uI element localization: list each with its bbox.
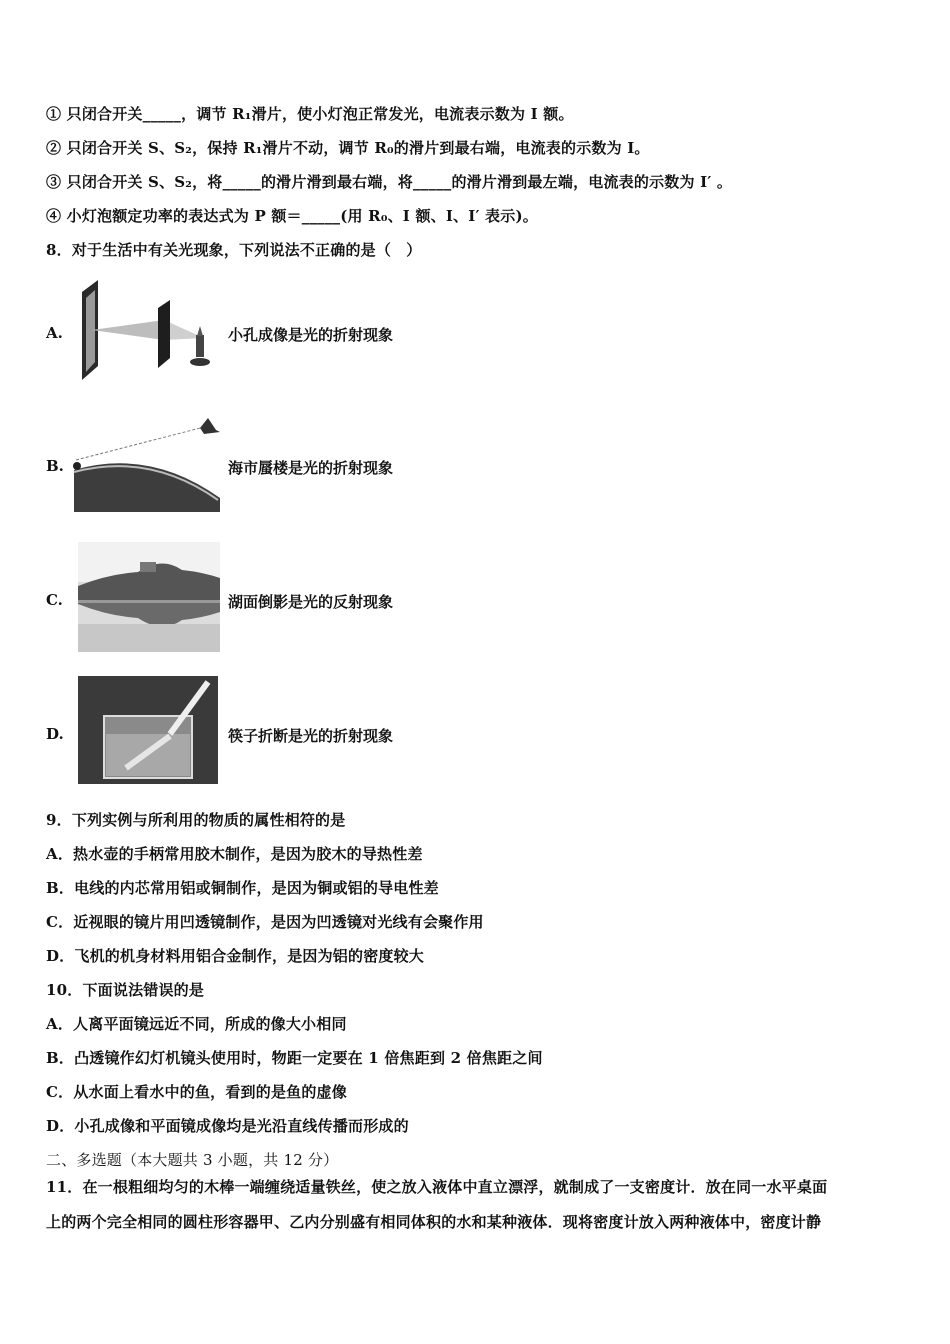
q9-option-a: A．热水壶的手柄常用胶木制作，是因为胶木的导热性差 [46,845,423,863]
q8-option-b-text: 海市蜃楼是光的折射现象 [228,459,394,477]
bent-chopstick-image [78,676,218,784]
question-9-stem: 9．下列实例与所利用的物质的属性相符的是 [46,811,346,829]
question-8-stem: 8．对于生活中有关光现象，下列说法不正确的是（ ） [46,241,422,259]
q10-option-a: A．人离平面镜远近不同，所成的像大小相同 [46,1015,347,1033]
step-3: ③ 只闭合开关 S、S₂，将_____的滑片滑到最右端，将_____的滑片滑到最左端，电流表的示数为 I′ 。 [46,173,733,191]
step-4: ④ 小灯泡额定功率的表达式为 P 额＝_____(用 R₀、I 额、I、I′ 表示)。 [46,207,538,225]
step-1: ① 只闭合开关_____，调节 R₁滑片，使小灯泡正常发光，电流表示数为 I 额。 [46,105,574,123]
q9-option-c: C．近视眼的镜片用凹透镜制作，是因为凹透镜对光线有会聚作用 [46,913,484,931]
q9-option-b: B．电线的内芯常用铝或铜制作，是因为铜或铝的导电性差 [46,879,439,897]
q11-line-1: 11．在一根粗细均匀的木棒一端缠绕适量铁丝，使之放入液体中直立漂浮，就制成了一支密度计．放在同一水平桌面 [46,1178,828,1196]
lake-reflection-image [78,542,220,652]
section-2-heading: 二、多选题（本大题共 3 小题，共 12 分） [46,1151,339,1169]
q8-option-c-letter: C. [46,591,63,609]
q10-option-b: B．凸透镜作幻灯机镜头使用时，物距一定要在 1 倍焦距到 2 倍焦距之间 [46,1049,543,1067]
q8-option-d-letter: D. [46,725,64,743]
pinhole-camera-image [76,280,216,382]
q8-option-a-letter: A. [46,324,63,342]
q9-option-d: D．飞机的机身材料用铝合金制作，是因为铝的密度较大 [46,947,425,965]
step-2: ② 只闭合开关 S、S₂，保持 R₁滑片不动，调节 R₀的滑片到最右端，电流表的示数为 I。 [46,139,650,157]
q8-option-c-text: 湖面倒影是光的反射现象 [228,593,394,611]
q8-option-b-letter: B. [46,457,64,475]
question-10-stem: 10．下面说法错误的是 [46,981,205,999]
q11-line-2: 上的两个完全相同的圆柱形容器甲、乙内分别盛有相同体积的水和某种液体．现将密度计放入两种液体中，密度计静 [46,1213,822,1231]
mirage-image [70,412,230,520]
q10-option-c: C．从水面上看水中的鱼，看到的是鱼的虚像 [46,1083,347,1101]
q8-option-d-text: 筷子折断是光的折射现象 [228,727,394,745]
q8-option-a-text: 小孔成像是光的折射现象 [228,326,394,344]
q10-option-d: D．小孔成像和平面镜成像均是光沿直线传播而形成的 [46,1117,409,1135]
